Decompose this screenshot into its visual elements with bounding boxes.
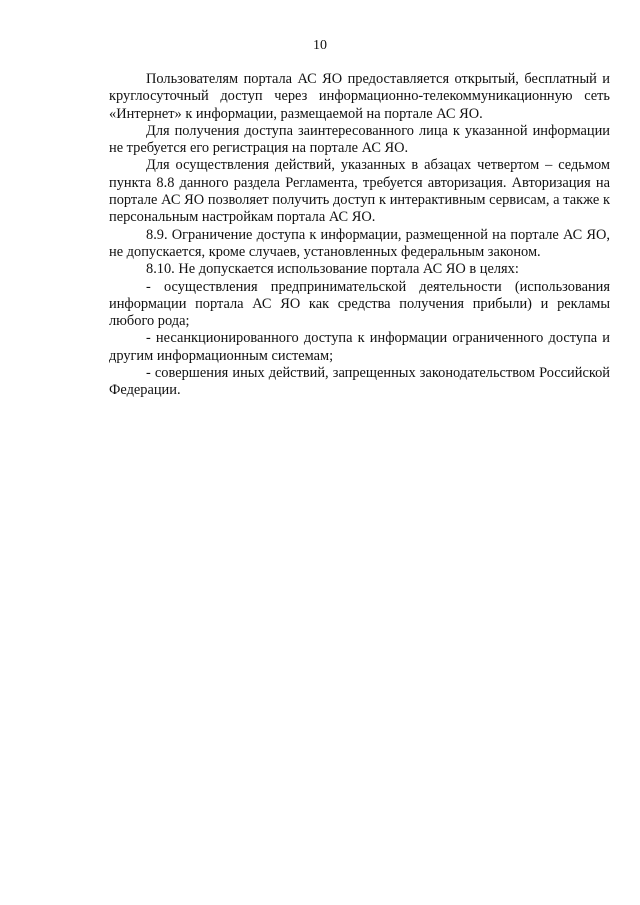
page-number: 10 bbox=[313, 38, 327, 53]
list-item-commercial-use: - осуществления предпринимательской деятельности (использования информации портала АС ЯО как средства получения прибыли) и рекламы любого рода; bbox=[109, 278, 610, 330]
paragraph-portal-access: Пользователям портала АС ЯО предоставляется открытый, бесплатный и круглосуточный доступ через информационно-телекоммуникационную сеть «Интернет» к информации, размещаемой на портале АС ЯО. bbox=[109, 71, 610, 122]
paragraph-8-9-access-restriction: 8.9. Ограничение доступа к информации, размещенной на портале АС ЯО, не допускается, кроме случаев, установленных федеральным законом. bbox=[109, 226, 610, 260]
list-item-unauthorized-access: - несанкционированного доступа к информации ограниченного доступа и другим информационным системам; bbox=[109, 330, 610, 364]
document-body bbox=[109, 71, 610, 400]
paragraph-no-registration: Для получения доступа заинтересованного лица к указанной информации не требуется его регистрация на портале АС ЯО. bbox=[109, 122, 610, 157]
paragraph-authorization: Для осуществления действий, указанных в абзацах четвертом – седьмом пункта 8.8 данного раздела Регламента, требуется авторизация. Авторизация на портале АС ЯО позволяет получить доступ к интерактивным сервисам, а также к персональным настройкам портала АС ЯО. bbox=[109, 157, 610, 226]
list-item-illegal-actions: - совершения иных действий, запрещенных законодательством Российской Федерации. bbox=[109, 365, 610, 399]
paragraph-8-10-prohibited-uses: 8.10. Не допускается использование портала АС ЯО в целях: bbox=[146, 261, 519, 278]
